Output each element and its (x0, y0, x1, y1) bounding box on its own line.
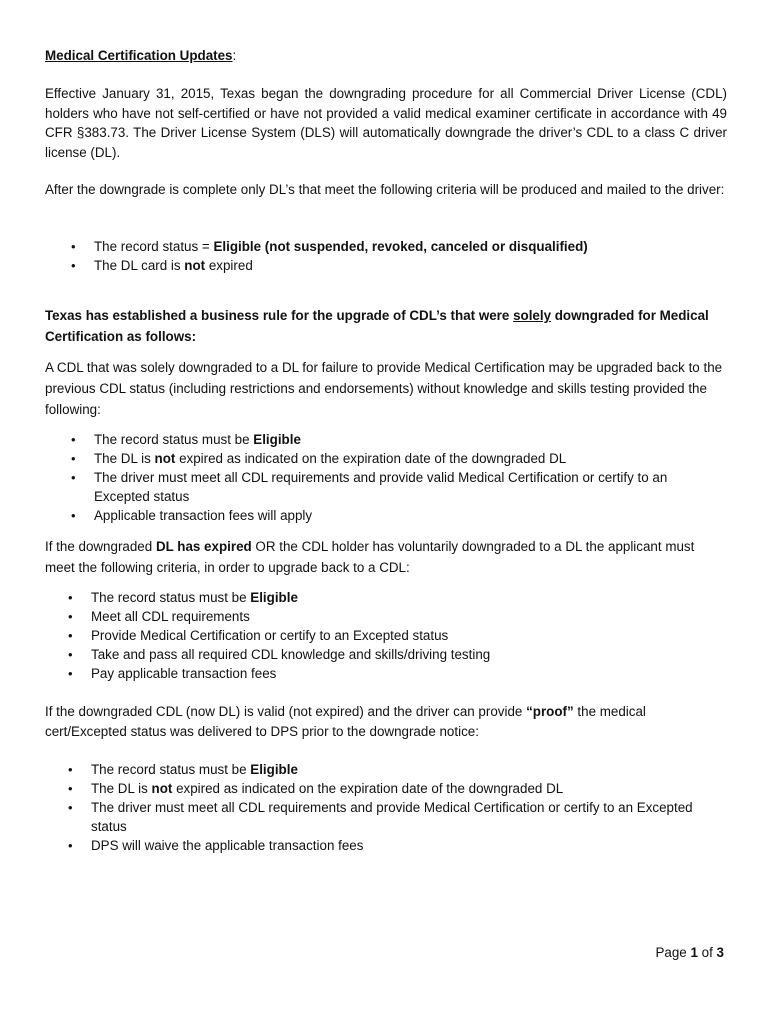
bullet-icon: • (68, 609, 73, 624)
title-text: Medical Certification Updates (45, 48, 233, 63)
item-text: The record status must be (91, 590, 251, 605)
item-text: The record status = (94, 239, 214, 254)
page-footer (655, 943, 724, 962)
bullet-icon: • (71, 258, 76, 273)
bullet-icon: • (71, 432, 76, 447)
rule-heading-underlined: solely (513, 308, 552, 323)
proof-text: If the downgraded CDL (now DL) is valid (not expired) and the driver can provide (45, 704, 527, 719)
expired-text-end: OR the CDL holder has voluntarily downgraded to a DL the applicant must meet the following criteria, in order to upgrade back to a CDL: (45, 539, 695, 575)
expired-paragraph (45, 536, 727, 578)
bullet-icon: • (71, 508, 76, 523)
list-item (68, 588, 731, 607)
expired-text: If the downgraded (45, 539, 156, 554)
bullet-icon: • (71, 239, 76, 254)
bullet-icon: • (68, 647, 73, 662)
item-text: Provide Medical Certification or certify to an Excepted status (91, 628, 449, 643)
item-text: Meet all CDL requirements (91, 609, 250, 624)
list-item (68, 664, 731, 683)
list-item (68, 607, 731, 626)
item-text: The DL card is (94, 258, 185, 273)
item-text: The driver must meet all CDL requirements and provide valid Medical Certification or certify to an Excepted status (94, 470, 668, 504)
item-bold: Eligible (253, 432, 301, 447)
list-item (71, 506, 704, 525)
expired-bold: DL has expired (155, 539, 252, 554)
proof-paragraph (45, 702, 727, 741)
item-text: DPS will waive the applicable transaction fees (91, 838, 364, 853)
item-text: The DL is (91, 781, 152, 796)
item-text-after: expired as indicated on the expiration date of the downgraded DL (172, 781, 564, 796)
bullet-icon: • (68, 590, 73, 605)
item-text: Applicable transaction fees will apply (94, 508, 313, 523)
item-text: Pay applicable transaction fees (91, 666, 277, 681)
footer-page-word: Page (655, 945, 691, 960)
proof-text-end: the medical cert/Excepted status was delivered to DPS prior to the downgrade notice: (45, 704, 646, 739)
intro-paragraph-1: Effective January 31, 2015, Texas began the downgrading procedure for all Commercial Driver License (CDL) holders who have not self-certified or have not provided a valid medical examiner certificate in accordance with 49 CFR §383.73. The Driver License System (DLS) will automatically downgrade the driver’s CDL to a class C driver license (DL). (45, 86, 727, 160)
item-text: The DL is (94, 451, 155, 466)
list-item (68, 760, 731, 779)
item-bold: not (154, 451, 176, 466)
item-text: Take and pass all required CDL knowledge and skills/driving testing (91, 647, 491, 662)
bullet-icon: • (68, 628, 73, 643)
criteria-list-3 (68, 588, 731, 683)
bullet-icon: • (71, 451, 76, 466)
bullet-icon: • (68, 666, 73, 681)
rule-heading-text: Texas has established a business rule for the upgrade of CDL’s that were (45, 308, 514, 323)
item-bold: not (151, 781, 173, 796)
bullet-icon: • (68, 838, 73, 853)
proof-bold: “proof” (526, 704, 574, 719)
list-item (71, 430, 704, 449)
criteria-list-2 (71, 430, 704, 525)
item-bold: Eligible (250, 762, 298, 777)
list-item (71, 468, 704, 506)
solely-paragraph: A CDL that was solely downgraded to a DL for failure to provide Medical Certification may be upgraded back to the previous CDL status (including restrictions and endorsements) without knowledge and skills testing provided the following: (45, 360, 723, 417)
list-item (68, 798, 731, 836)
item-text: The record status must be (94, 432, 254, 447)
bullet-icon: • (68, 800, 73, 815)
item-text-after: expired as indicated on the expiration date of the downgraded DL (175, 451, 567, 466)
title-colon: : (232, 48, 237, 63)
bullet-icon: • (68, 781, 73, 796)
criteria-list-1 (71, 237, 734, 275)
item-text: The record status must be (91, 762, 251, 777)
item-bold: Eligible (250, 590, 298, 605)
item-bold: Eligible (not suspended, revoked, canceled or disqualified) (213, 239, 588, 254)
current-page-number: 1 (690, 945, 698, 960)
footer-of-word: of (697, 945, 717, 960)
list-item (71, 237, 734, 256)
item-bold: not (184, 258, 206, 273)
bullet-icon: • (68, 762, 73, 777)
item-text: The driver must meet all CDL requirements and provide Medical Certification or certify to an Excepted status (91, 800, 693, 834)
list-item (71, 256, 734, 275)
list-item (68, 626, 731, 645)
item-text-after: expired (205, 258, 253, 273)
list-item (68, 779, 731, 798)
intro-paragraph-2: After the downgrade is complete only DL’s that meet the following criteria will be produced and mailed to the driver: (45, 182, 725, 197)
criteria-list-4 (68, 760, 731, 855)
list-item (68, 836, 731, 855)
list-item (71, 449, 704, 468)
rule-heading (45, 305, 727, 347)
rule-heading-text-end: downgraded for Medical Certification as follows: (45, 308, 709, 344)
bullet-icon: • (71, 470, 76, 485)
list-item (68, 645, 731, 664)
total-page-count: 3 (716, 945, 724, 960)
document-title (45, 46, 727, 65)
